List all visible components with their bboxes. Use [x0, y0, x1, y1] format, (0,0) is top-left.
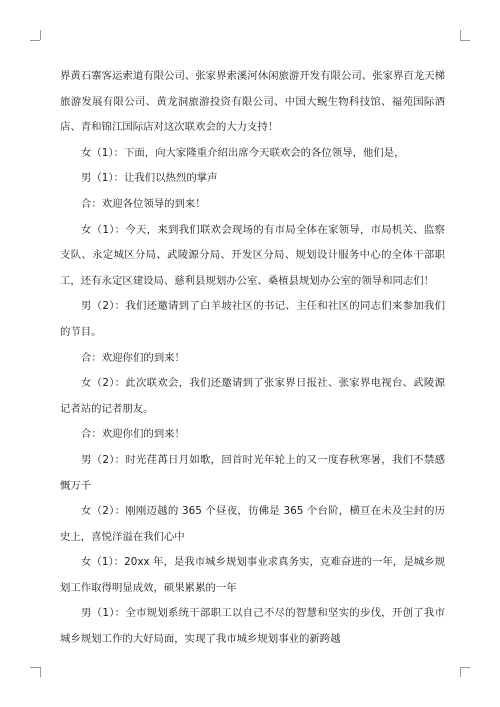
corner-mark-bottom-left — [40, 667, 41, 677]
corner-mark-bottom-left — [30, 667, 40, 668]
paragraph: 男（1）：全市规划系统干部职工以自己不尽的智慧和坚实的步伐，开创了我市城乡规划工作的大好局面，实现了我市城乡规划事业的新跨越 — [60, 607, 445, 646]
corner-mark-bottom-right — [460, 667, 461, 677]
corner-mark-top-right — [460, 30, 461, 40]
paragraph: 合：欢迎你们的到来！ — [81, 351, 185, 364]
corner-mark-top-left — [30, 40, 40, 41]
corner-mark-top-right — [460, 40, 470, 41]
corner-mark-bottom-right — [460, 667, 470, 668]
document-body — [60, 64, 445, 653]
paragraph: 女（2）：此次联欢会，我们还邀请到了张家界日报社、张家界电视台、武陵源记者站的记者朋友。 — [60, 377, 445, 415]
paragraph: 男（2）：我们还邀请到了白羊坡社区的书记、主任和社区的同志们来参加我们的节目。 — [60, 300, 445, 338]
paragraph: 合：欢迎你们的到来！ — [81, 428, 185, 441]
paragraph: 女（1）：今天，来到我们联欢会现场的有市局全体在家领导，市局机关、监察支队、永定城区分局、武陵源分局、开发区分局、规划设计服务中心的全体干部职工，还有永定区建设局、慈利县规划办公室、桑植县规划办公室的领导和同志们！ — [60, 223, 445, 287]
paragraph: 女（1）：下面，向大家隆重介绍出席今天联欢会的各位领导，他们是， — [81, 146, 405, 159]
paragraph: 合：欢迎各位领导的到来！ — [81, 197, 206, 210]
paragraph: 男（1）：让我们以热烈的掌声 — [81, 172, 218, 185]
paragraph: 女（1）：20xx 年，是我市城乡规划事业求真务实，克难奋进的一年，是城乡规划工作取得明显成效，硕果累累的一年 — [60, 556, 445, 594]
paragraph: 女（2）：刚刚迈越的 365 个昼夜，彷佛是 365 个台阶，横亘在未及尘封的历史上，喜悦洋溢在我们心中 — [60, 505, 445, 543]
corner-mark-top-left — [40, 30, 41, 40]
paragraph: 男（2）：时光荏苒日月如歌，回首时光年轮上的又一度春秋寒暑，我们不禁感慨万千 — [60, 453, 445, 492]
paragraph: 界黄石寨客运索道有限公司、张家界索溪河休闲旅游开发有限公司、张家界百龙天梯旅游发展有限公司、黄龙洞旅游投资有限公司、中国大鲵生物科技馆、福苑国际酒店、青和锦江国际店对这次联欢会的大力支持！ — [60, 70, 445, 134]
